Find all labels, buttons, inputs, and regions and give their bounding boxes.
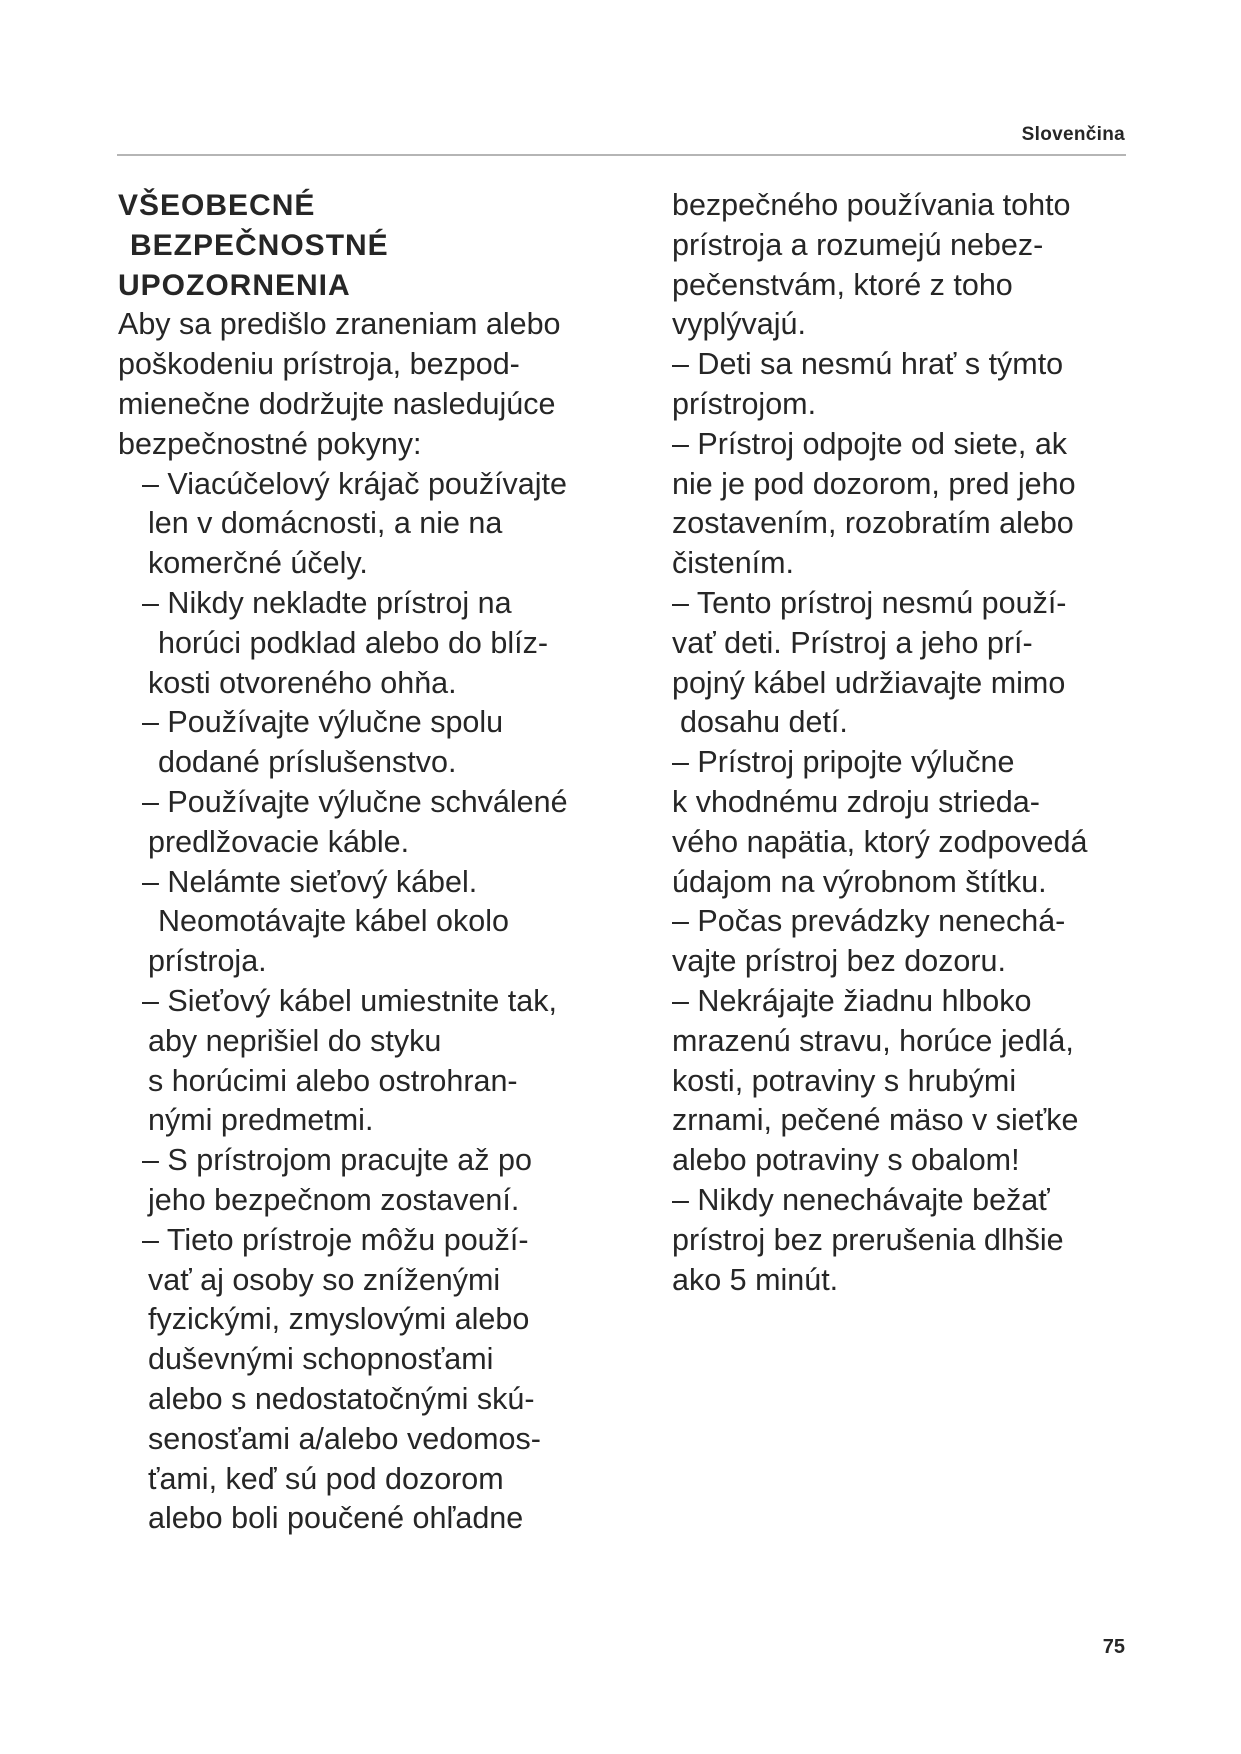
intro-line: mienečne dodržujte nasledujúce <box>118 386 556 421</box>
safety-item-line: vyplývajú. <box>672 307 806 342</box>
safety-item-line: – Prístroj pripojte výlučne <box>672 745 1015 780</box>
safety-item-line: ťami, keď sú pod dozorom <box>148 1461 504 1496</box>
safety-item-line: vať deti. Prístroj a jeho prí- <box>672 625 1033 660</box>
intro-line: bezpečnostné pokyny: <box>118 426 422 461</box>
safety-item-line: – Sieťový kábel umiestnite tak, <box>142 983 557 1018</box>
safety-item-line: údajom na výrobnom štítku. <box>672 864 1047 899</box>
safety-item-line: prístroja. <box>148 944 267 979</box>
safety-item-line: nými predmetmi. <box>148 1103 374 1138</box>
section-heading-line: VŠEOBECNÉ <box>118 189 316 222</box>
safety-item-line: prístroja a rozumejú nebez- <box>672 227 1044 262</box>
safety-item-line: bezpečného používania tohto <box>672 188 1071 222</box>
safety-item-line: Neomotávajte kábel okolo <box>158 904 509 939</box>
safety-item-line: pečenstvám, ktoré z toho <box>672 267 1013 302</box>
safety-item-line: zostavením, rozobratím alebo <box>672 506 1074 541</box>
intro-line: poškodeniu prístroja, bezpod- <box>118 347 520 382</box>
safety-item-line: predlžovacie káble. <box>148 824 410 859</box>
safety-item-line: alebo boli poučené ohľadne <box>148 1501 524 1536</box>
safety-item-line: alebo s nedostatočnými skú- <box>148 1381 535 1416</box>
safety-item-line: s horúcimi alebo ostrohran- <box>148 1063 518 1098</box>
safety-item-line: – Tieto prístroje môžu použí- <box>142 1222 529 1257</box>
safety-item-line: horúci podklad alebo do blíz- <box>158 625 548 660</box>
safety-item-line: senosťami a/alebo vedomos- <box>148 1421 541 1456</box>
safety-item-line: aby neprišiel do styku <box>148 1023 442 1058</box>
safety-item-line: len v domácnosti, a nie na <box>148 506 503 541</box>
safety-item-line: – Nelámte sieťový kábel. <box>142 864 478 899</box>
safety-item-line: vať aj osoby so zníženými <box>148 1262 501 1297</box>
safety-item-line: jeho bezpečnom zostavení. <box>148 1182 520 1217</box>
safety-item-line: – Používajte výlučne schválené <box>142 784 568 819</box>
safety-item-line: duševnými schopnosťami <box>148 1342 494 1377</box>
safety-item-line: dodané príslušenstvo. <box>158 745 457 780</box>
safety-item-line: prístroj bez prerušenia dlhšie <box>672 1222 1064 1257</box>
safety-item-line: – S prístrojom pracujte až po <box>142 1143 532 1178</box>
safety-item-line: – Tento prístroj nesmú použí- <box>672 585 1067 620</box>
intro-line: Aby sa predišlo zraneniam alebo <box>118 307 561 342</box>
page-number: 75 <box>1102 1636 1125 1658</box>
right-column <box>672 186 1142 1300</box>
left-column <box>118 186 638 1539</box>
safety-item-line: komerčné účely. <box>148 546 368 581</box>
safety-item-line: prístrojom. <box>672 386 817 421</box>
safety-item-line: kosti otvoreného ohňa. <box>148 665 457 700</box>
safety-item-line: ako 5 minút. <box>672 1262 839 1297</box>
safety-item-line: – Používajte výlučne spolu <box>142 705 504 740</box>
safety-item-line: mrazenú stravu, horúce jedlá, <box>672 1023 1074 1058</box>
safety-item-line: – Nikdy nenechávajte bežať <box>672 1182 1050 1217</box>
safety-item-line: k vhodnému zdroju strieda- <box>672 784 1040 819</box>
safety-item-line: pojný kábel udržiavajte mimo <box>672 665 1066 700</box>
safety-item-line: alebo potraviny s obalom! <box>672 1143 1020 1178</box>
section-heading-line: BEZPEČNOSTNÉ <box>130 228 389 262</box>
section-heading-line: UPOZORNENIA <box>118 268 351 302</box>
safety-item-line: kosti, potraviny s hrubými <box>672 1063 1017 1098</box>
safety-item-line: – Viacúčelový krájač používajte <box>142 466 567 501</box>
safety-item-line: – Nekrájajte žiadnu hlboko <box>672 983 1032 1018</box>
safety-item-line: čistením. <box>672 546 795 581</box>
safety-item-line: vého napätia, ktorý zodpovedá <box>672 824 1088 859</box>
header-language: Slovenčina <box>1021 124 1125 145</box>
safety-item-line: – Prístroj odpojte od siete, ak <box>672 426 1068 461</box>
safety-item-line: vajte prístroj bez dozoru. <box>672 944 1006 979</box>
header-rule <box>117 154 1126 156</box>
safety-item-line: – Počas prevádzky nenechá- <box>672 904 1066 939</box>
safety-item-line: nie je pod dozorom, pred jeho <box>672 466 1076 501</box>
safety-item-line: zrnami, pečené mäso v sieťke <box>672 1103 1079 1138</box>
safety-item-line: dosahu detí. <box>680 705 848 740</box>
safety-item-line: – Nikdy nekladte prístroj na <box>142 585 512 620</box>
safety-item-line: fyzickými, zmyslovými alebo <box>148 1302 530 1337</box>
safety-item-line: – Deti sa nesmú hrať s týmto <box>672 347 1064 382</box>
